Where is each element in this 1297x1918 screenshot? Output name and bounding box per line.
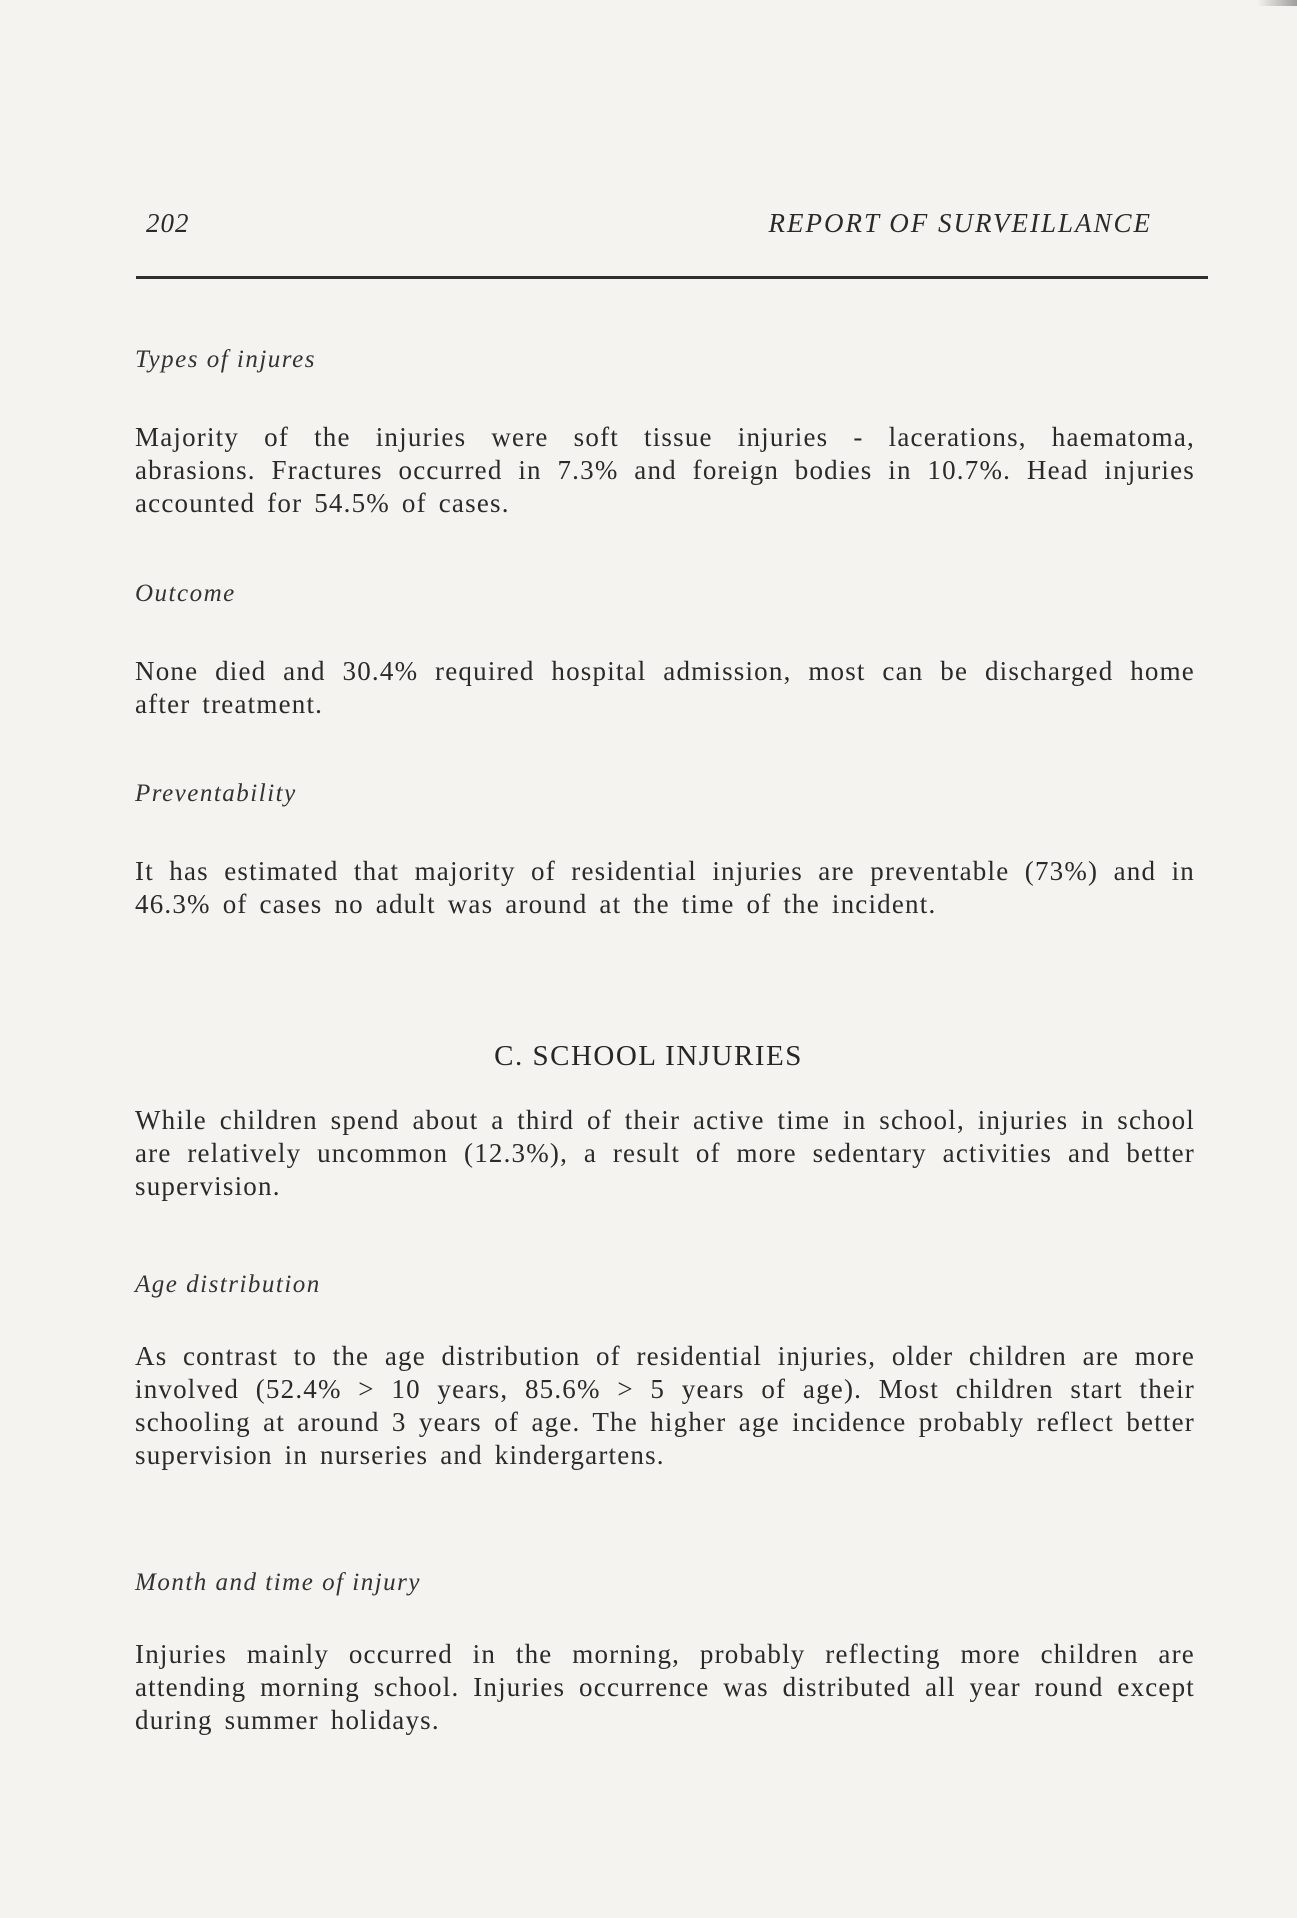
page-header bbox=[136, 208, 1153, 248]
running-title: REPORT OF SURVEILLANCE bbox=[768, 208, 1152, 238]
section-types-of-injuries bbox=[135, 346, 1195, 520]
section-age-distribution bbox=[135, 1271, 1195, 1472]
section-heading: Preventability bbox=[135, 780, 297, 807]
section-paragraph: Injuries mainly occurred in the morning, probably reflecting more children are attending morning school. Injuries occurrence was distributed all year round except during summer holidays. bbox=[135, 1639, 1195, 1735]
section-paragraph: As contrast to the age distribution of residential injuries, older children are more involved (52.4% > 10 years, 85.6% > 5 years of age). Most children start their schooling at around 3 years of age. The higher age incidence probably reflect better supervision in nurseries and kindergartens. bbox=[135, 1341, 1195, 1470]
school-injuries-title: C. SCHOOL INJURIES bbox=[494, 1040, 803, 1072]
header-rule bbox=[136, 276, 1208, 279]
section-heading: Types of injures bbox=[135, 346, 316, 373]
section-heading: Age distribution bbox=[135, 1271, 321, 1298]
section-paragraph: Majority of the injuries were soft tissue injuries - lacerations, haematoma, abrasions. Fractures occurred in 7.3% and foreign bodies in 10.7%. Head injuries accounted for 54.5% of cases. bbox=[135, 422, 1195, 518]
section-paragraph: It has estimated that majority of residential injuries are preventable (73%) and in 46.3% of cases no adult was around at the time of the incident. bbox=[135, 856, 1195, 919]
section-heading: Month and time of injury bbox=[135, 1569, 421, 1596]
school-intro bbox=[135, 1104, 1195, 1203]
section-preventability bbox=[135, 780, 1195, 921]
section-heading: Outcome bbox=[135, 580, 236, 607]
page-number: 202 bbox=[146, 208, 190, 238]
section-month-and-time bbox=[135, 1569, 1195, 1737]
scan-edge-mark bbox=[1257, 0, 1297, 6]
section-outcome bbox=[135, 580, 1195, 721]
school-intro-paragraph: While children spend about a third of their active time in school, injuries in school are relatively uncommon (12.3%), a result of more sedentary activities and better supervision. bbox=[135, 1105, 1195, 1201]
section-paragraph: None died and 30.4% required hospital admission, most can be discharged home after treatment. bbox=[135, 656, 1195, 719]
